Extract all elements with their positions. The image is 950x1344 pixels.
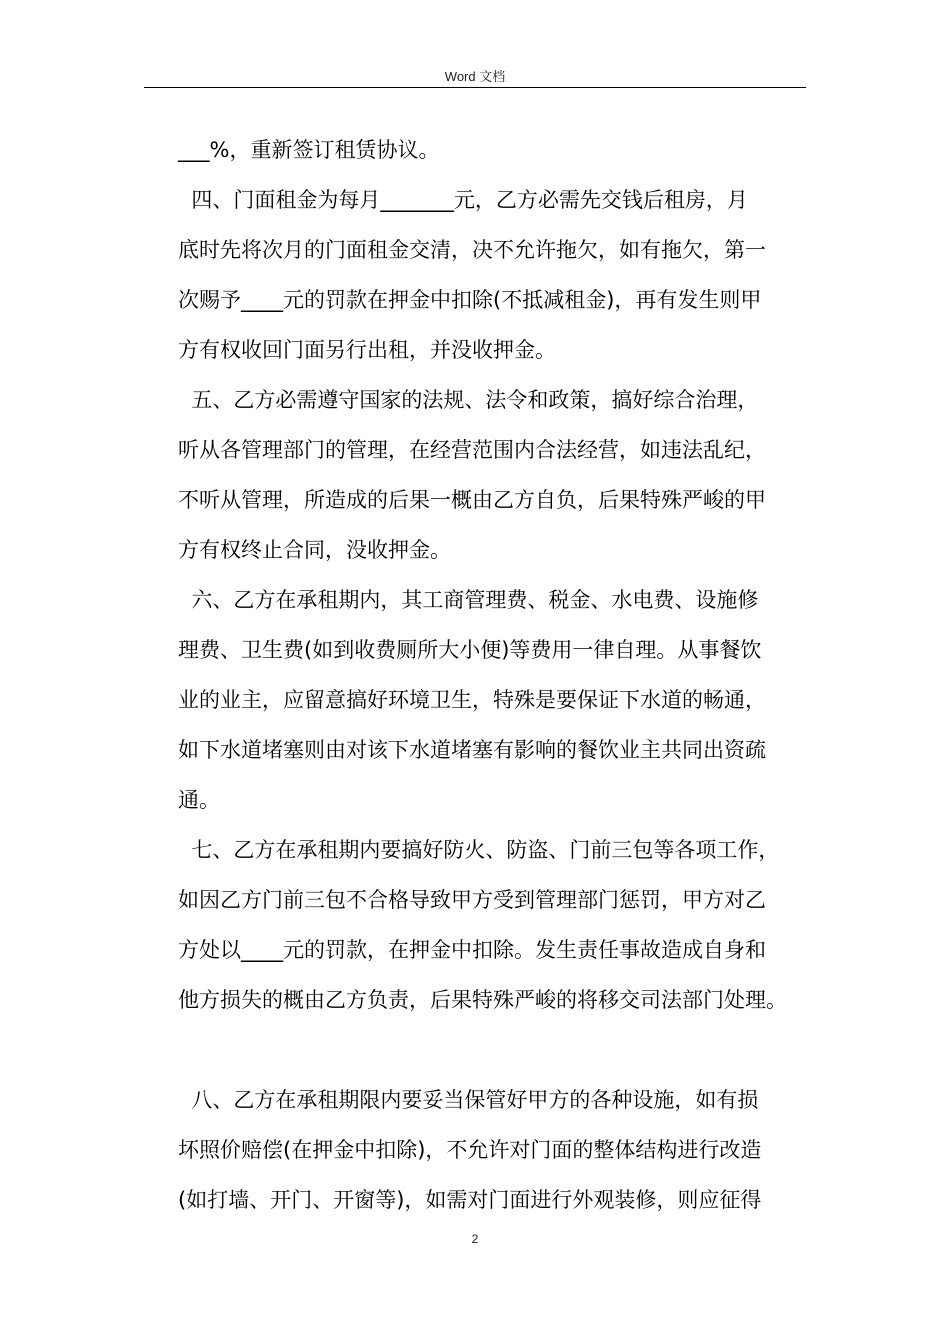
text-line: 四、门面租金为每月_______元，乙方必需先交钱后租房，月 bbox=[178, 188, 748, 212]
text-line: 八、乙方在承租期限内要妥当保管好甲方的各种设施，如有损 bbox=[178, 1088, 759, 1112]
text-line: 次赐予____元的罚款在押金中扣除(不抵减租金)，再有发生则甲 bbox=[178, 288, 762, 312]
text-line: 方处以____元的罚款，在押金中扣除。发生责任事故造成自身和 bbox=[178, 938, 766, 962]
header-divider bbox=[144, 87, 806, 88]
text-line: 他方损失的概由乙方负责，后果特殊严峻的将移交司法部门处理。 bbox=[178, 988, 787, 1012]
text-line: 七、乙方在承租期内要搞好防火、防盗、门前三包等各项工作， bbox=[178, 838, 780, 862]
text-line: 不听从管理，所造成的后果一概由乙方自负，后果特殊严峻的甲 bbox=[178, 488, 766, 512]
text-line: 坏照价赔偿(在押金中扣除)，不允许对门面的整体结构进行改造 bbox=[178, 1138, 762, 1162]
text-line: 听从各管理部门的管理，在经营范围内合法经营，如违法乱纪， bbox=[178, 438, 766, 462]
page-number: 2 bbox=[471, 1232, 479, 1246]
text-line: 如因乙方门前三包不合格导致甲方受到管理部门惩罚，甲方对乙 bbox=[178, 888, 766, 912]
text-line: 底时先将次月的门面租金交清，决不允许拖欠，如有拖欠，第一 bbox=[178, 238, 766, 262]
page-header-title: Word 文档 bbox=[444, 69, 506, 84]
text-line: 六、乙方在承租期内，其工商管理费、税金、水电费、设施修 bbox=[178, 588, 759, 612]
text-line: (如打墙、开门、开窗等)，如需对门面进行外观装修，则应征得 bbox=[178, 1188, 762, 1212]
text-line: ___%，重新签订租赁协议。 bbox=[178, 138, 440, 162]
text-line: 理费、卫生费(如到收费厕所大小便)等费用一律自理。从事餐饮 bbox=[178, 638, 762, 662]
text-line: 方有权收回门面另行出租，并没收押金。 bbox=[178, 338, 556, 362]
text-line: 五、乙方必需遵守国家的法规、法令和政策，搞好综合治理， bbox=[178, 388, 759, 412]
text-line: 如下水道堵塞则由对该下水道堵塞有影响的餐饮业主共同出资疏 bbox=[178, 738, 766, 762]
text-line: 方有权终止合同，没收押金。 bbox=[178, 538, 451, 562]
text-line: 业的业主，应留意搞好环境卫生，特殊是要保证下水道的畅通， bbox=[178, 688, 766, 712]
text-line: 通。 bbox=[178, 788, 220, 812]
